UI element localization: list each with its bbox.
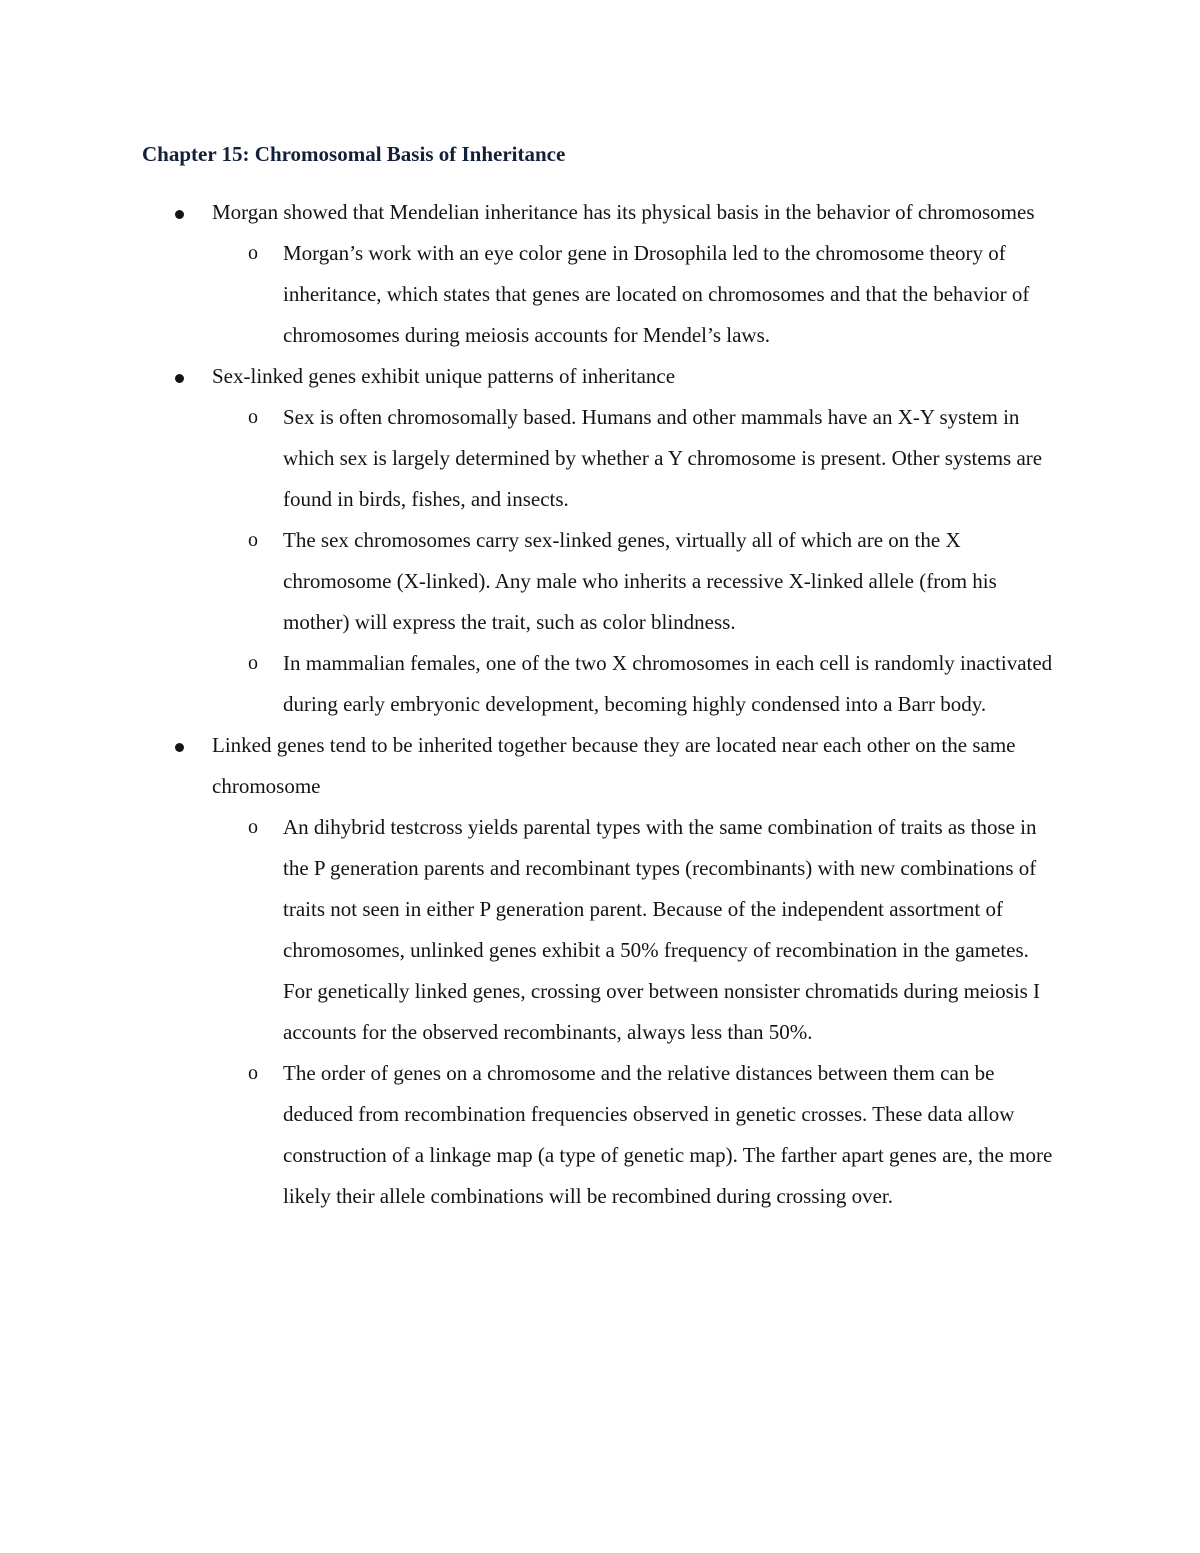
sub-bullet-text: Sex is often chromosomally based. Humans and other mammals have an X-Y system in which sex is largely determined by whether a Y chromosome is present. Other systems are found in birds, fishes, and insects. (283, 405, 1043, 511)
sub-bullet-text: An dihybrid testcross yields parental types with the same combination of traits as those in the P generation parents and recombinant types (recombinants) with new combinations of traits not seen in either P generation parent. Because of the independent assortment of chromosomes, unlinked genes exhibit a 50% frequency of recombination in the gametes. For genetically linked genes, crossing over between nonsister chromatids during meiosis I accounts for the observed recombinants, always less than 50%. (283, 815, 1040, 1044)
sub-bullet-text: The order of genes on a chromosome and the relative distances between them can be deduced from recombination frequencies observed in genetic crosses. These data allow construction of a linkage map (a type of genetic map). The farther apart genes are, the more likely their allele combinations will be recombined during crossing over. (283, 1061, 1053, 1208)
bullet-item (0, 725, 1072, 1217)
chapter-title: Chapter 15: Chromosomal Basis of Inheritance (142, 142, 566, 166)
hollow-bullet-icon: o (248, 242, 258, 264)
sub-list (212, 233, 1072, 356)
filled-bullet-icon (175, 210, 184, 219)
bullet-item (0, 192, 1072, 356)
bullet-text: Morgan showed that Mendelian inheritance has its physical basis in the behavior of chromosomes (212, 200, 1035, 224)
sub-bullet-item (0, 520, 1063, 643)
sub-bullet-item (0, 807, 1063, 1053)
bullet-text: Linked genes tend to be inherited together because they are located near each other on the same chromosome (212, 733, 1016, 798)
sub-list (212, 807, 1072, 1217)
hollow-bullet-icon: o (248, 529, 258, 551)
sub-bullet-text: Morgan’s work with an eye color gene in Drosophila led to the chromosome theory of inheritance, which states that genes are located on chromosomes and that the behavior of chromosomes during meiosis accounts for Mendel’s laws. (283, 241, 1030, 347)
bullet-item (0, 356, 1072, 725)
sub-bullet-item (0, 643, 1063, 725)
notes-list (0, 192, 1200, 1217)
hollow-bullet-icon: o (248, 816, 258, 838)
bullet-text: Sex-linked genes exhibit unique patterns of inheritance (212, 364, 676, 388)
sub-bullet-text: In mammalian females, one of the two X chromosomes in each cell is randomly inactivated during early embryonic development, becoming highly condensed into a Barr body. (283, 651, 1053, 716)
sub-bullet-item (0, 1053, 1063, 1217)
hollow-bullet-icon: o (248, 652, 258, 674)
sub-bullet-item (0, 397, 1063, 520)
filled-bullet-icon (175, 743, 184, 752)
sub-list (212, 397, 1072, 725)
sub-bullet-text: The sex chromosomes carry sex-linked genes, virtually all of which are on the X chromosome (X-linked). Any male who inherits a recessive X-linked allele (from his mother) will express the trait, such as color blindness. (283, 528, 997, 634)
hollow-bullet-icon: o (248, 1062, 258, 1084)
sub-bullet-item (0, 233, 1063, 356)
hollow-bullet-icon: o (248, 406, 258, 428)
filled-bullet-icon (175, 374, 184, 383)
